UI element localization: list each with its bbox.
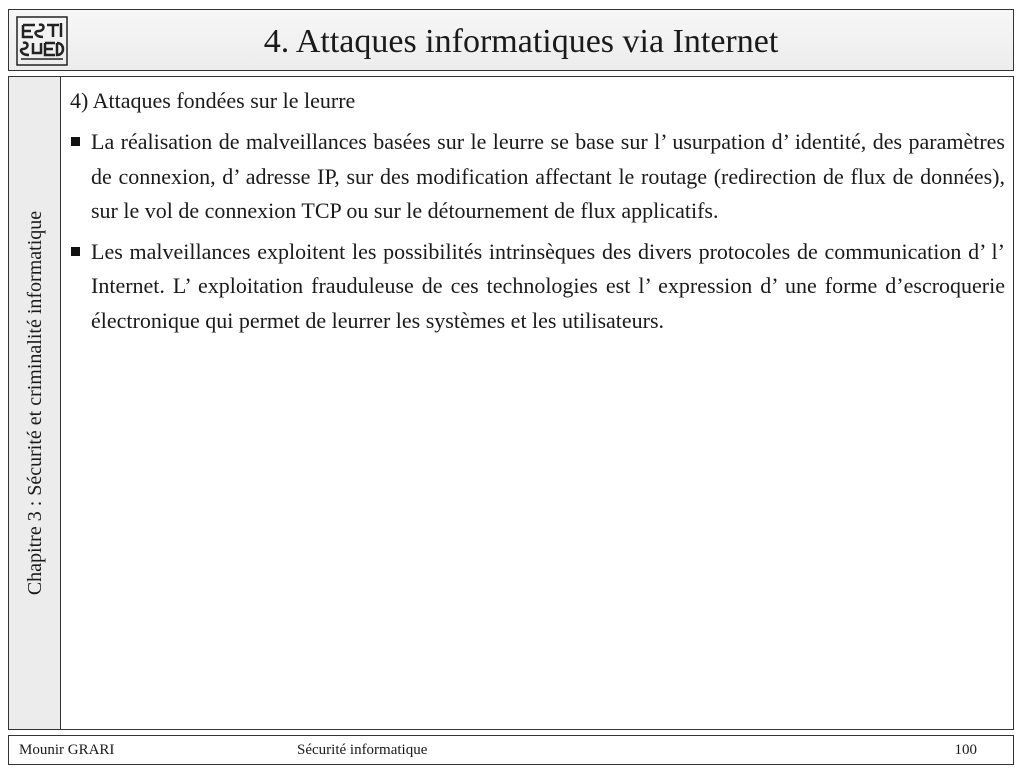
bullet-list [71,125,1005,344]
chapter-label: Chapitre 3 : Sécurité et criminalité informatique [23,210,46,596]
page-title: 4. Attaques informatiques via Internet [263,23,779,60]
square-bullet-icon [71,247,80,256]
list-item [71,235,1005,339]
bullet-text: Les malveillances exploitent les possibilités intrinsèques des divers protocoles de communication d’ l’ Internet. L’ exploitation frauduleuse de ces technologies est l’ expression d’ une forme d’escroquerie électronique qui permet de leurrer les systèmes et les utilisateurs. [91,238,1005,333]
footer-author: Mounir GRARI [19,742,115,758]
section-subtitle: 4) Attaques fondées sur le leurre [70,88,356,113]
content-area [61,76,1014,730]
square-bullet-icon [71,137,80,146]
footer [8,735,1014,765]
chapter-sidebar [8,76,61,730]
title-bar [8,9,1014,71]
page-number: 100 [954,742,977,758]
footer-course: Sécurité informatique [297,742,428,758]
bullet-text: La réalisation de malveillances basées sur le leurre se base sur l’ usurpation d’ identité, des paramètres de connexion, d’ adresse IP, sur des modification affectant le routage (redirection de flux de données), sur le vol de connexion TCP ou sur le détournement de flux applicatifs. [91,129,1005,223]
list-item [71,125,1005,229]
